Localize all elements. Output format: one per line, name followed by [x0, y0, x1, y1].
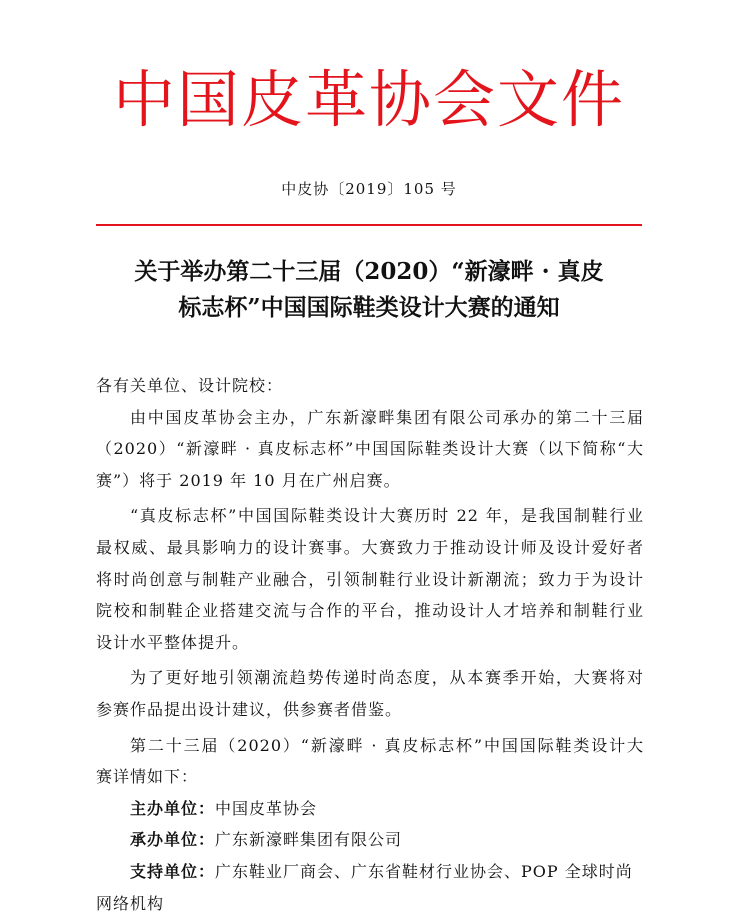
paragraph-line: 为了更好地引领潮流趋势传递时尚态度，从本赛季开始，大赛将对: [96, 662, 644, 694]
red-divider: [96, 224, 642, 226]
notice-title-line: 关于举办第二十三届（2020）“新濠畔 · 真皮: [96, 254, 642, 290]
organizer-row: [96, 824, 644, 856]
host-value: 中国皮革协会: [215, 799, 317, 818]
paragraph-line: 最权威、最具影响力的设计赛事。大赛致力于推动设计师及设计爱好者: [96, 532, 644, 564]
organizer-label: 承办单位：: [130, 830, 215, 849]
organizer-value: 广东新濠畔集团有限公司: [215, 830, 402, 849]
notice-title-line: 标志杯”中国国际鞋类设计大赛的通知: [96, 290, 642, 326]
salutation: 各有关单位、设计院校：: [96, 370, 644, 402]
paragraph-line: 由中国皮革协会主办，广东新濠畔集团有限公司承办的第二十三届: [96, 402, 644, 434]
notice-body: [96, 370, 644, 919]
support-row: [96, 856, 644, 888]
paragraph-line: 赛详情如下：: [96, 761, 644, 793]
support-value: 广东鞋业厂商会、广东省鞋材行业协会、POP 全球时尚: [215, 862, 633, 881]
notice-title: [96, 254, 642, 326]
host-row: [96, 793, 644, 825]
host-label: 主办单位：: [130, 799, 215, 818]
paragraph-line: 第二十三届（2020）“新濠畔 · 真皮标志杯”中国国际鞋类设计大: [96, 730, 644, 762]
paragraph-line: 院校和制鞋企业搭建交流与合作的平台，推动设计人才培养和制鞋行业: [96, 595, 644, 627]
paragraph-line: （2020）“新濠畔 · 真皮标志杯”中国国际鞋类设计大赛（以下简称“大: [96, 433, 644, 465]
paragraph-line: 设计水平整体提升。: [96, 627, 644, 659]
paragraph-line: 将时尚创意与制鞋产业融合，引领制鞋行业设计新潮流；致力于为设计: [96, 564, 644, 596]
paragraph-line: 赛”）将于 2019 年 10 月在广州启赛。: [96, 465, 644, 497]
org-title: 中国皮革协会文件: [0, 60, 738, 140]
paragraph-line: “真皮标志杯”中国国际鞋类设计大赛历时 22 年，是我国制鞋行业: [96, 500, 644, 532]
document-number: 中皮协〔2019〕105 号: [0, 178, 738, 200]
support-label: 支持单位：: [130, 862, 215, 881]
paragraph-line: 参赛作品提出设计建议，供参赛者借鉴。: [96, 694, 644, 726]
support-value-continued: 网络机构: [96, 888, 644, 919]
